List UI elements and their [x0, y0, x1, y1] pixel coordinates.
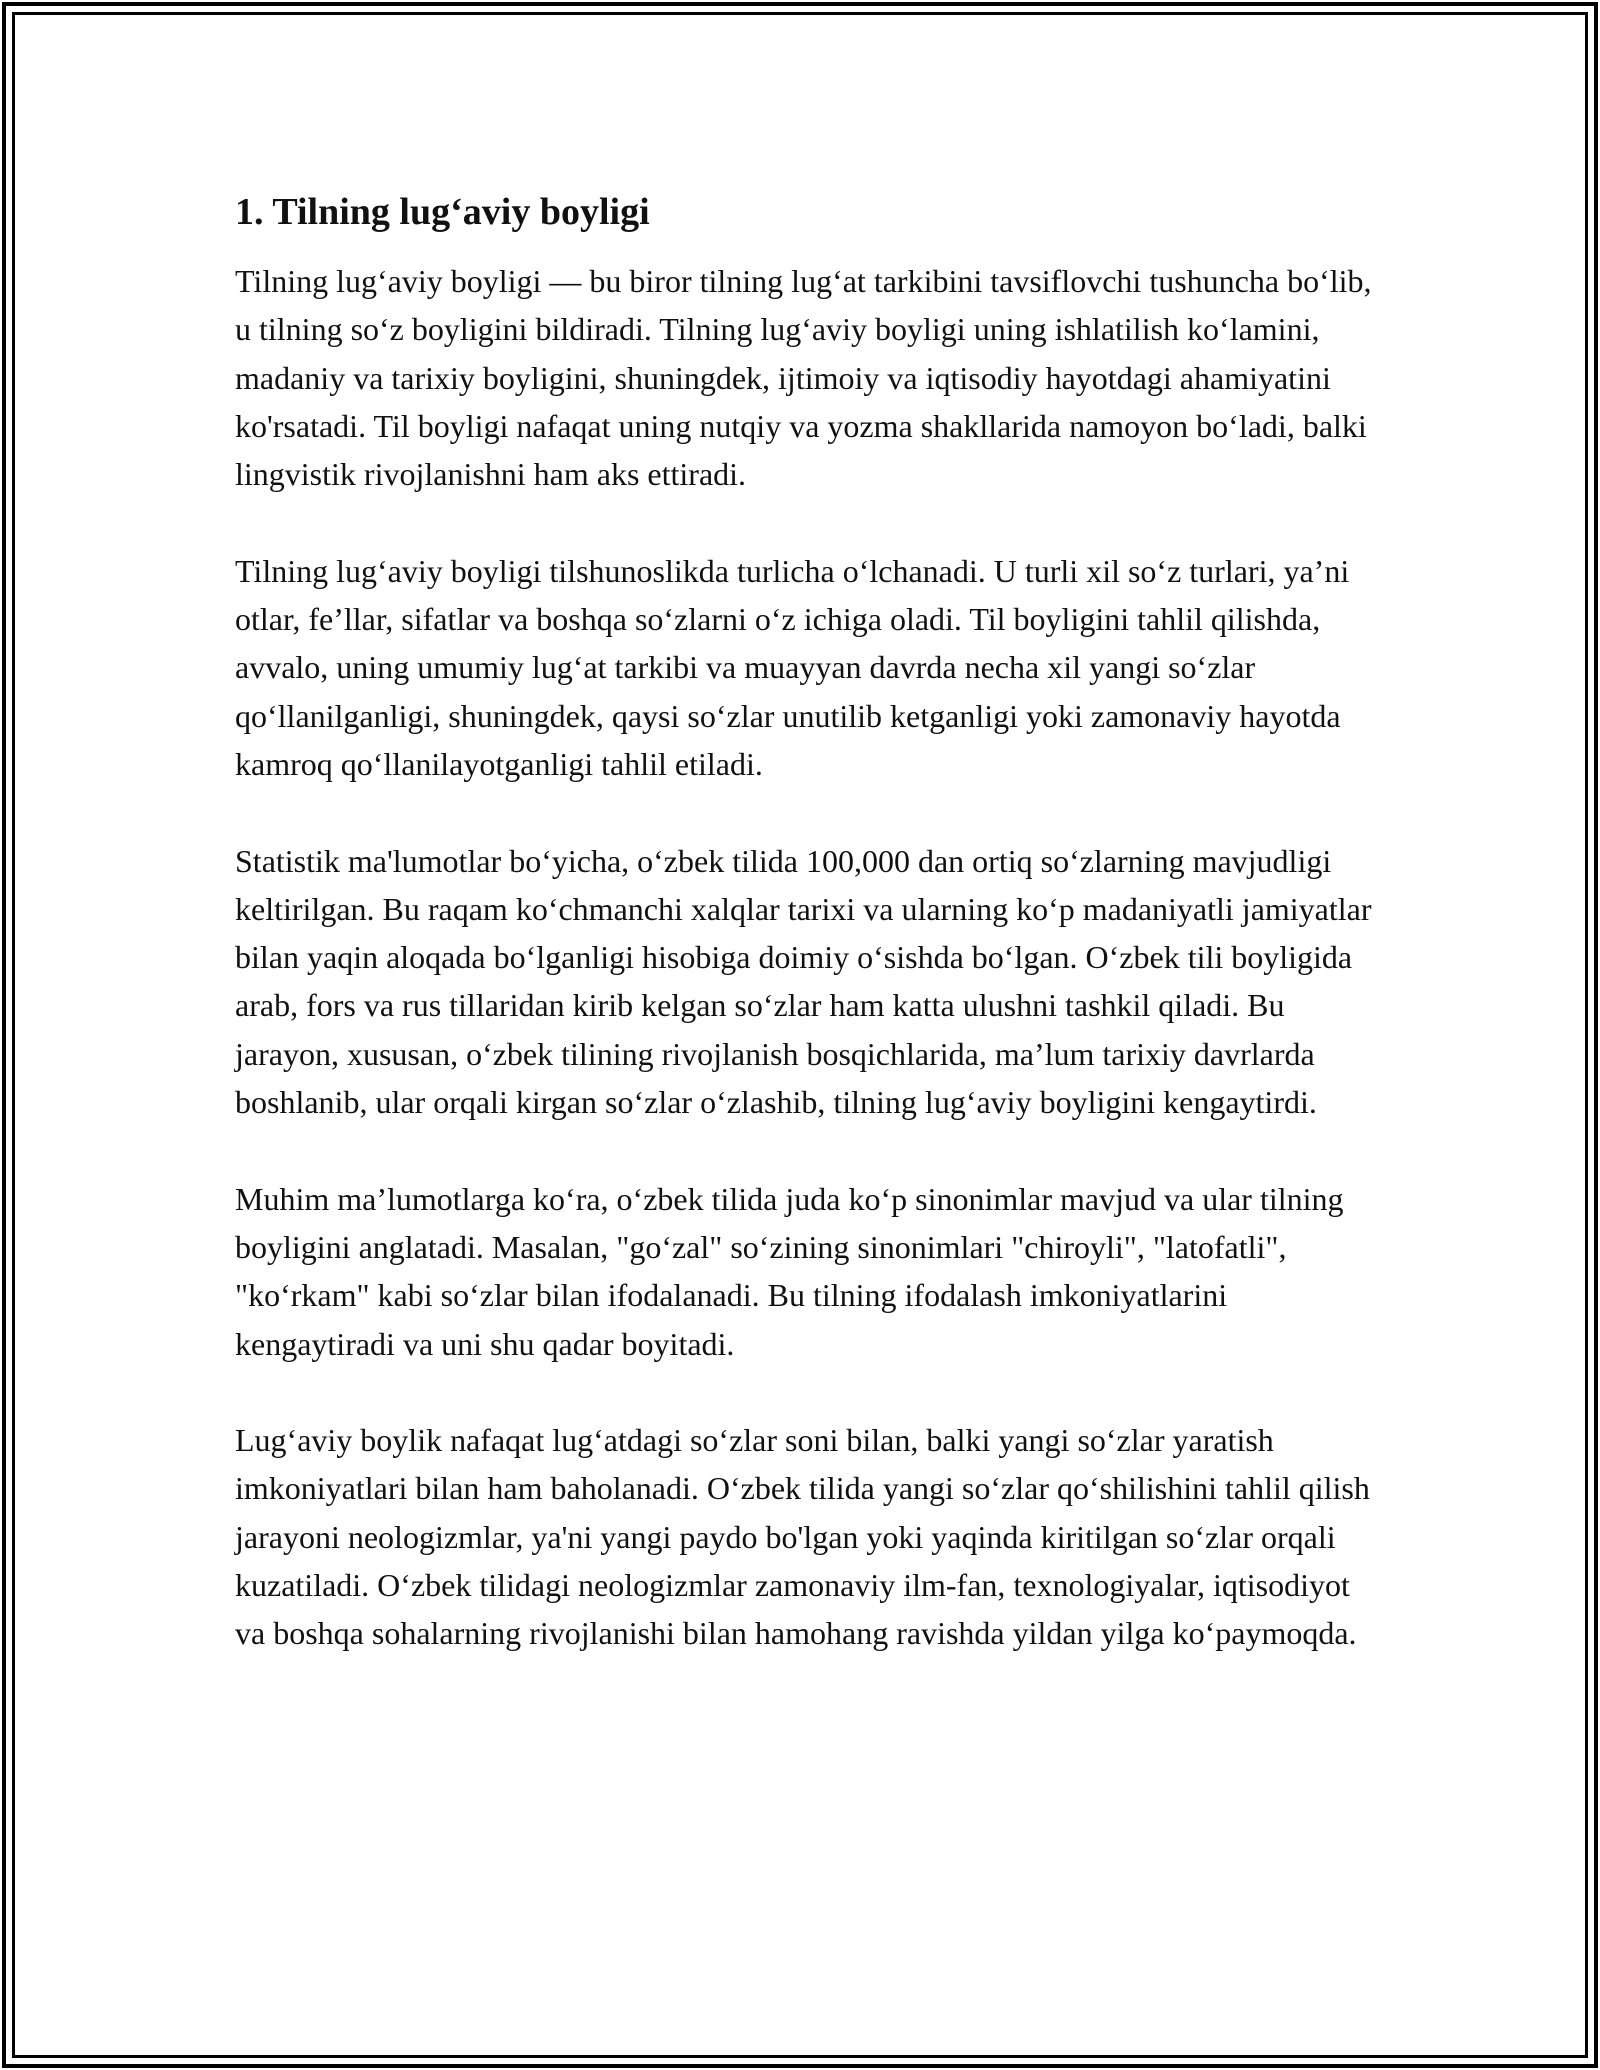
section-heading: 1. Tilning lug‘aviy boyligi [235, 191, 650, 233]
document-body [235, 185, 1375, 1658]
paragraph-3: Statistik ma'lumotlar bo‘yicha, o‘zbek tilida 100,000 dan ortiq so‘zlarning mavjudligi keltirilgan. Bu raqam ko‘chmanchi xalqlar tarixi va ularning ko‘p madaniyatli jamiyatlar bilan yaqin aloqada bo‘lganligi hisobiga doimiy o‘sishda bo‘lgan. O‘zbek tili boyligida arab, fors va rus tillaridan kirib kelgan so‘zlar ham katta ulushni tashkil qiladi. Bu jarayon, xususan, o‘zbek tilining rivojlanish bosqichlarida, ma’lum tarixiy davrlarda boshlanib, ular orqali kirgan so‘zlar o‘zlashib, tilning lug‘aviy boyligini kengaytirdi. [235, 842, 1372, 1121]
paragraph-2: Tilning lug‘aviy boyligi tilshunoslikda turlicha o‘lchanadi. U turli xil so‘z turlari, ya’ni otlar, fe’llar, sifatlar va boshqa so‘zlarni o‘z ichiga oladi. Til boyligini tahlil qilishda, avvalo, uning umumiy lug‘at tarkibi va muayyan davrda necha xil yangi so‘zlar qo‘llanilganligi, shuningdek, qaysi so‘zlar unutilib ketganligi yoki zamonaviy hayotda kamroq qo‘llanilayotganligi tahlil etiladi. [235, 552, 1350, 782]
paragraph-5: Lug‘aviy boylik nafaqat lug‘atdagi so‘zlar soni bilan, balki yangi so‘zlar yaratish imkoniyatlari bilan ham baholanadi. O‘zbek tilida yangi so‘zlar qo‘shilishini tahlil qilish jarayoni neologizmlar, ya'ni yangi paydo bo'lgan yoki yaqinda kiritilgan so‘zlar orqali kuzatiladi. O‘zbek tilidagi neologizmlar zamonaviy ilm-fan, texnologiyalar, iqtisodiyot va boshqa sohalarning rivojlanishi bilan hamohang ravishda yildan yilga ko‘paymoqda. [235, 1422, 1370, 1652]
paragraph-1: Tilning lug‘aviy boyligi — bu biror tilning lug‘at tarkibini tavsiflovchi tushuncha bo‘lib, u tilning so‘z boyligini bildiradi. Tilning lug‘aviy boyligi uning ishlatilish ko‘lamini, madaniy va tarixiy boyligini, shuningdek, ijtimoiy va iqtisodiy hayotdagi ahamiyatini ko'rsatadi. Til boyligi nafaqat uning nutqiy va yozma shakllarida namoyon bo‘ladi, balki lingvistik rivojlanishni ham aks ettiradi. [235, 263, 1372, 493]
paragraph-4: Muhim ma’lumotlarga ko‘ra, o‘zbek tilida juda ko‘p sinonimlar mavjud va ular tilning boyligini anglatadi. Masalan, "go‘zal" so‘zining sinonimlari "chiroyli", "latofatli", "ko‘rkam" kabi so‘zlar bilan ifodalanadi. Bu tilning ifodalash imkoniyatlarini kengaytiradi va uni shu qadar boyitadi. [235, 1180, 1344, 1362]
